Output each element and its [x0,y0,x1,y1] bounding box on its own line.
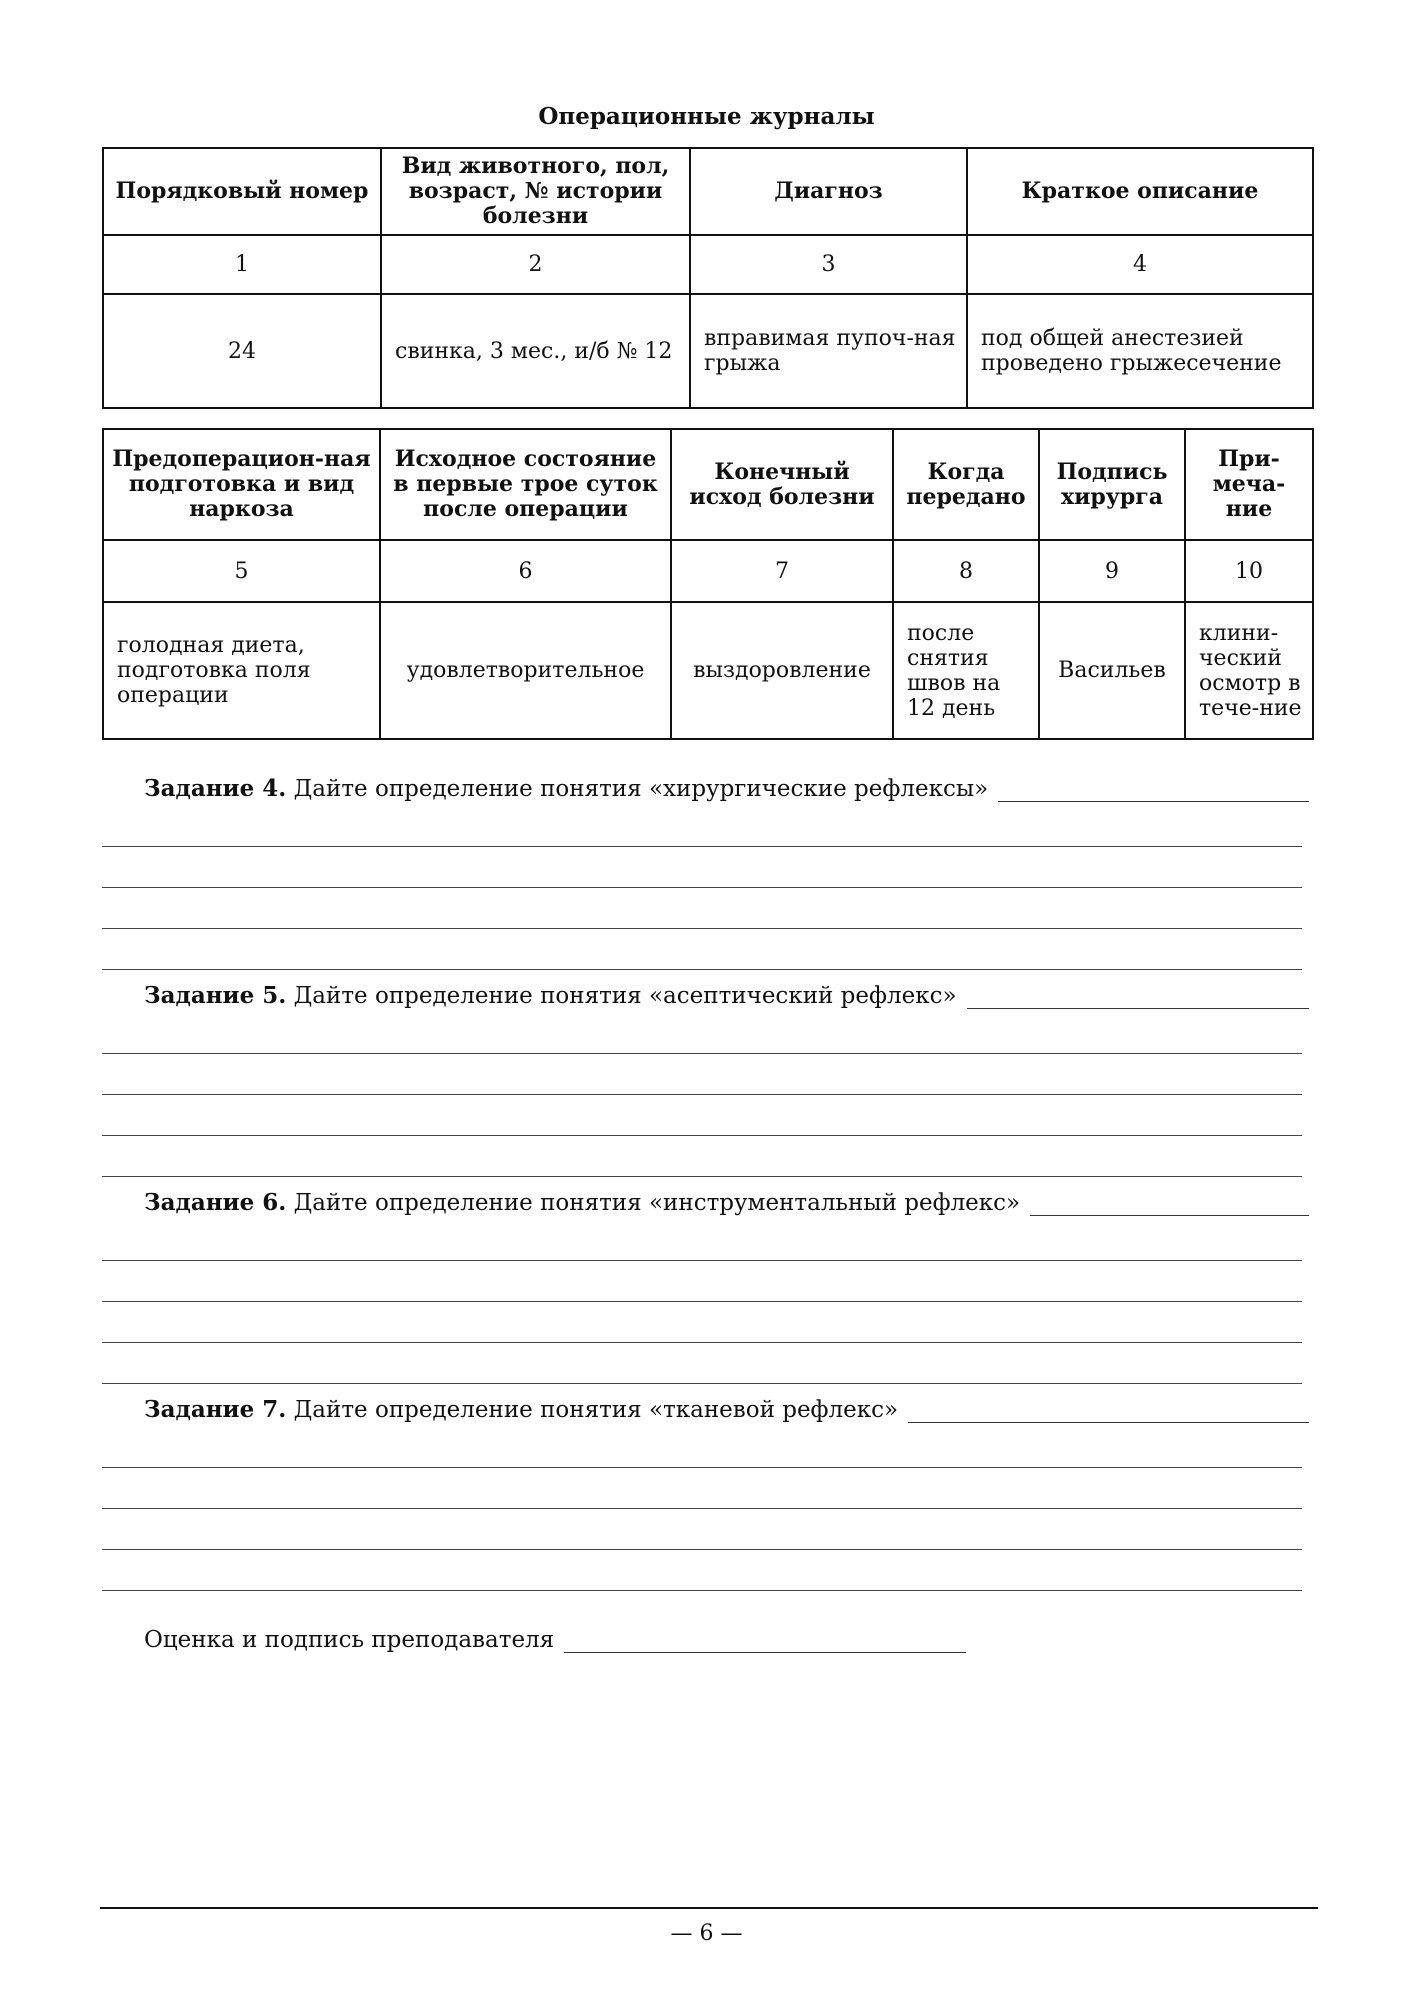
column-number: 9 [1039,540,1185,602]
answer-line[interactable] [102,1301,1302,1302]
task-5 [144,982,1309,1009]
header-row [103,429,1313,540]
answer-line[interactable] [102,1508,1302,1509]
task-text: Дайте определение понятия «тканевой рефлекс» [293,1397,899,1423]
header-cell: Когда передано [893,429,1039,540]
table-cell: 24 [103,294,381,408]
column-number: 5 [103,540,380,602]
column-number: 6 [380,540,671,602]
column-number-row [103,540,1313,602]
answer-line[interactable] [102,1342,1302,1343]
grade-signature-line[interactable] [564,1628,966,1653]
answer-line[interactable] [102,1176,1302,1177]
header-cell: Предоперацион-ная подготовка и вид наркоза [103,429,380,540]
answer-line[interactable] [102,969,1302,970]
answer-line[interactable] [102,846,1302,847]
task-text: Дайте определение понятия «хирургические рефлексы» [293,776,989,802]
column-number: 3 [690,235,967,294]
answer-line[interactable] [102,928,1302,929]
answer-line[interactable] [102,1383,1302,1384]
answer-line[interactable] [102,1094,1302,1095]
task-6 [144,1189,1309,1216]
task-title: Задание 5. [144,982,287,1009]
page-number: — 6 — [670,1921,743,1946]
column-number: 8 [893,540,1039,602]
task-text: Дайте определение понятия «инструментальный рефлекс» [293,1190,1021,1216]
answer-line[interactable] [102,1549,1302,1550]
header-row [103,148,1313,235]
column-number: 1 [103,235,381,294]
table-cell: свинка, 3 мес., и/б № 12 [381,294,690,408]
header-cell: Исходное состояние в первые трое суток после операции [380,429,671,540]
answer-line[interactable] [102,1135,1302,1136]
task-title: Задание 7. [144,1396,287,1423]
task-text: Дайте определение понятия «асептический рефлекс» [293,983,957,1009]
task-title: Задание 6. [144,1189,287,1216]
answer-line[interactable] [102,1467,1302,1468]
answer-line[interactable] [102,1260,1302,1261]
footer-divider [100,1907,1318,1909]
teacher-grade [144,1627,966,1653]
table-cell: после снятия швов на 12 день [893,602,1039,739]
task-4 [144,775,1309,802]
header-cell: Диагноз [690,148,967,235]
table-cell: выздоровление [671,602,893,739]
grade-label: Оценка и подпись преподавателя [144,1627,555,1653]
table-cell: голодная диета, подготовка поля операции [103,602,380,739]
table-cell: вправимая пупоч-ная грыжа [690,294,967,408]
answer-line[interactable] [102,887,1302,888]
header-cell: Порядковый номер [103,148,381,235]
answer-line[interactable] [967,984,1309,1009]
table-cell: клини-ческий осмотр в тече-ние [1185,602,1313,739]
column-number: 4 [967,235,1313,294]
answer-line[interactable] [998,777,1309,802]
header-cell: Вид животного, пол, возраст, № истории болезни [381,148,690,235]
page-title: Операционные журналы [538,103,875,130]
task-title: Задание 4. [144,775,287,802]
answer-line[interactable] [1030,1191,1309,1216]
task-7 [144,1396,1309,1423]
column-number: 7 [671,540,893,602]
header-cell: При-меча-ние [1185,429,1313,540]
answer-line[interactable] [102,1053,1302,1054]
column-number: 10 [1185,540,1313,602]
column-number-row [103,235,1313,294]
table-row [103,602,1313,739]
header-cell: Подпись хирурга [1039,429,1185,540]
header-cell: Конечный исход болезни [671,429,893,540]
operation-journal-table-1 [102,147,1314,409]
answer-line[interactable] [102,1590,1302,1591]
table-cell: удовлетворительное [380,602,671,739]
operation-journal-table-2 [102,428,1314,740]
table-cell: под общей анестезией проведено грыжесечение [967,294,1313,408]
table-cell: Васильев [1039,602,1185,739]
column-number: 2 [381,235,690,294]
header-cell: Краткое описание [967,148,1313,235]
table-row [103,294,1313,408]
answer-line[interactable] [908,1398,1309,1423]
